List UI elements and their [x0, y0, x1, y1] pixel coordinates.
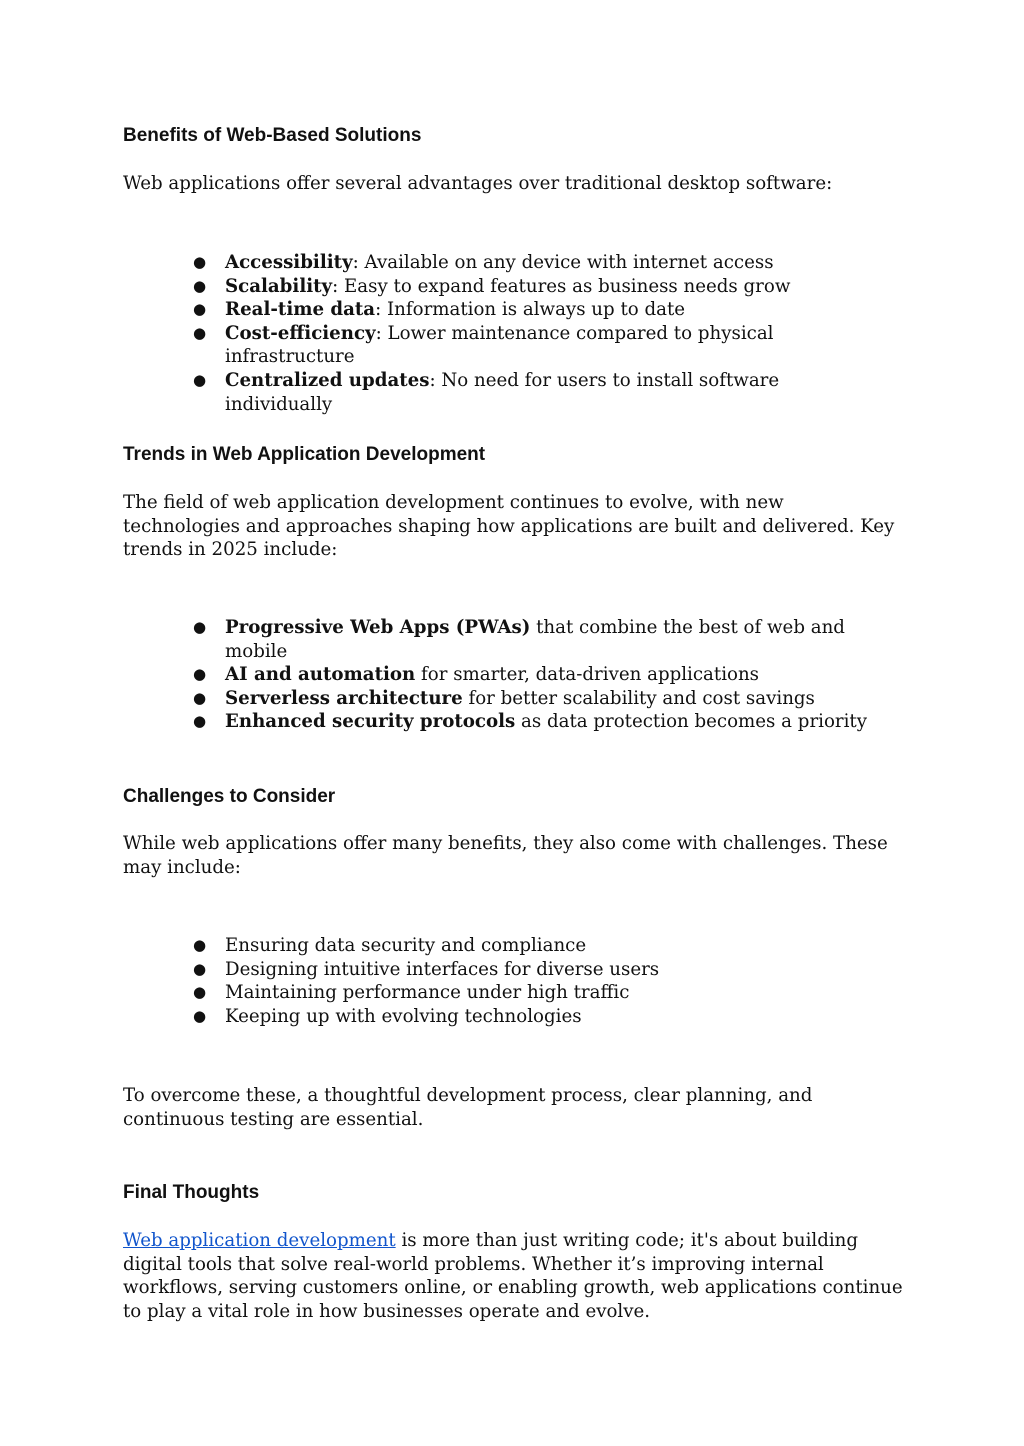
list-item [193, 322, 883, 369]
benefits-intro: Web applications offer several advantages over traditional desktop software: [123, 173, 833, 194]
list-item [193, 981, 883, 1005]
list-item [193, 958, 883, 982]
list-item [193, 663, 883, 687]
list-item [193, 934, 883, 958]
bullet-icon: ● [193, 688, 207, 707]
list-item [193, 251, 883, 275]
list-item [193, 1005, 883, 1029]
bullet-icon: ● [193, 936, 207, 954]
list-item-text: Keeping up with evolving technologies [225, 1005, 582, 1027]
list-item-term: Enhanced security protocols [225, 711, 516, 733]
list-item-term: AI and automation [225, 664, 416, 686]
bullet-icon: ● [193, 618, 207, 636]
list-item [193, 298, 883, 322]
list-item-term: Real-time data [225, 299, 376, 321]
list-item [193, 369, 883, 416]
list-item [193, 710, 883, 734]
challenges-list [193, 934, 883, 1028]
list-item-term: Accessibility [225, 252, 353, 273]
final-thoughts-heading: Final Thoughts [123, 1182, 260, 1203]
list-item-term: Progressive Web Apps (PWAs) [225, 617, 531, 638]
challenges-closing: To overcome these, a thoughtful development process, clear planning, and continuous testing are essential. [123, 1085, 813, 1130]
bullet-icon: ● [193, 983, 207, 1002]
list-item-term: Serverless architecture [225, 687, 463, 709]
bullet-icon: ● [193, 1006, 207, 1025]
bullet-icon: ● [193, 370, 207, 389]
bullet-icon: ● [193, 300, 207, 319]
list-item-text: Maintaining performance under high traffic [225, 982, 630, 1004]
challenges-intro: While web applications offer many benefits, they also come with challenges. These may include: [123, 833, 888, 878]
list-item-text: : Available on any device with internet access [352, 252, 774, 273]
list-item-text: : Lower maintenance compared to physical infrastructure [225, 322, 774, 368]
bullet-icon: ● [193, 323, 207, 342]
list-item-text: for better scalability and cost savings [462, 687, 815, 709]
bullet-icon: ● [193, 712, 207, 731]
challenges-heading: Challenges to Consider [123, 786, 336, 807]
final-thoughts-paragraph [123, 1229, 903, 1323]
list-item-text: : Easy to expand features as business needs grow [332, 275, 791, 297]
trends-intro: The field of web application development continues to evolve, with new technologies and approaches shaping how applications are built and delivered. Key trends in 2025 include: [123, 492, 895, 561]
bullet-icon: ● [193, 276, 207, 295]
list-item-term: Scalability [225, 275, 333, 297]
list-item-term: Centralized updates [225, 369, 430, 391]
list-item-text: for smarter, data-driven applications [415, 664, 760, 686]
benefits-heading: Benefits of Web-Based Solutions [123, 125, 422, 146]
list-item [193, 275, 883, 299]
trends-heading: Trends in Web Application Development [123, 444, 486, 465]
list-item-text: : No need for users to install software individually [225, 369, 780, 415]
bullet-icon: ● [193, 665, 207, 684]
list-item-text: : Information is always up to date [375, 299, 686, 321]
list-item [193, 687, 883, 711]
list-item-text: as data protection becomes a priority [515, 711, 867, 733]
web-app-development-link[interactable]: Web application development [123, 1230, 396, 1251]
trends-list [193, 616, 883, 734]
list-item-text: Designing intuitive interfaces for diverse users [225, 958, 660, 980]
list-item-text: that combine the best of web and mobile [225, 617, 845, 662]
list-item-term: Cost-efficiency [225, 322, 376, 344]
final-thoughts-body: is more than just writing code; it's about building digital tools that solve real-world problems. Whether it’s improving internal workflows, serving customers online, or enabling growth, web applications continue to play a vital role in how businesses operate and evolve. [123, 1230, 903, 1322]
list-item-text: Ensuring data security and compliance [225, 935, 587, 956]
list-item [193, 616, 883, 663]
benefits-list [193, 251, 883, 416]
bullet-icon: ● [193, 959, 207, 978]
bullet-icon: ● [193, 253, 207, 271]
